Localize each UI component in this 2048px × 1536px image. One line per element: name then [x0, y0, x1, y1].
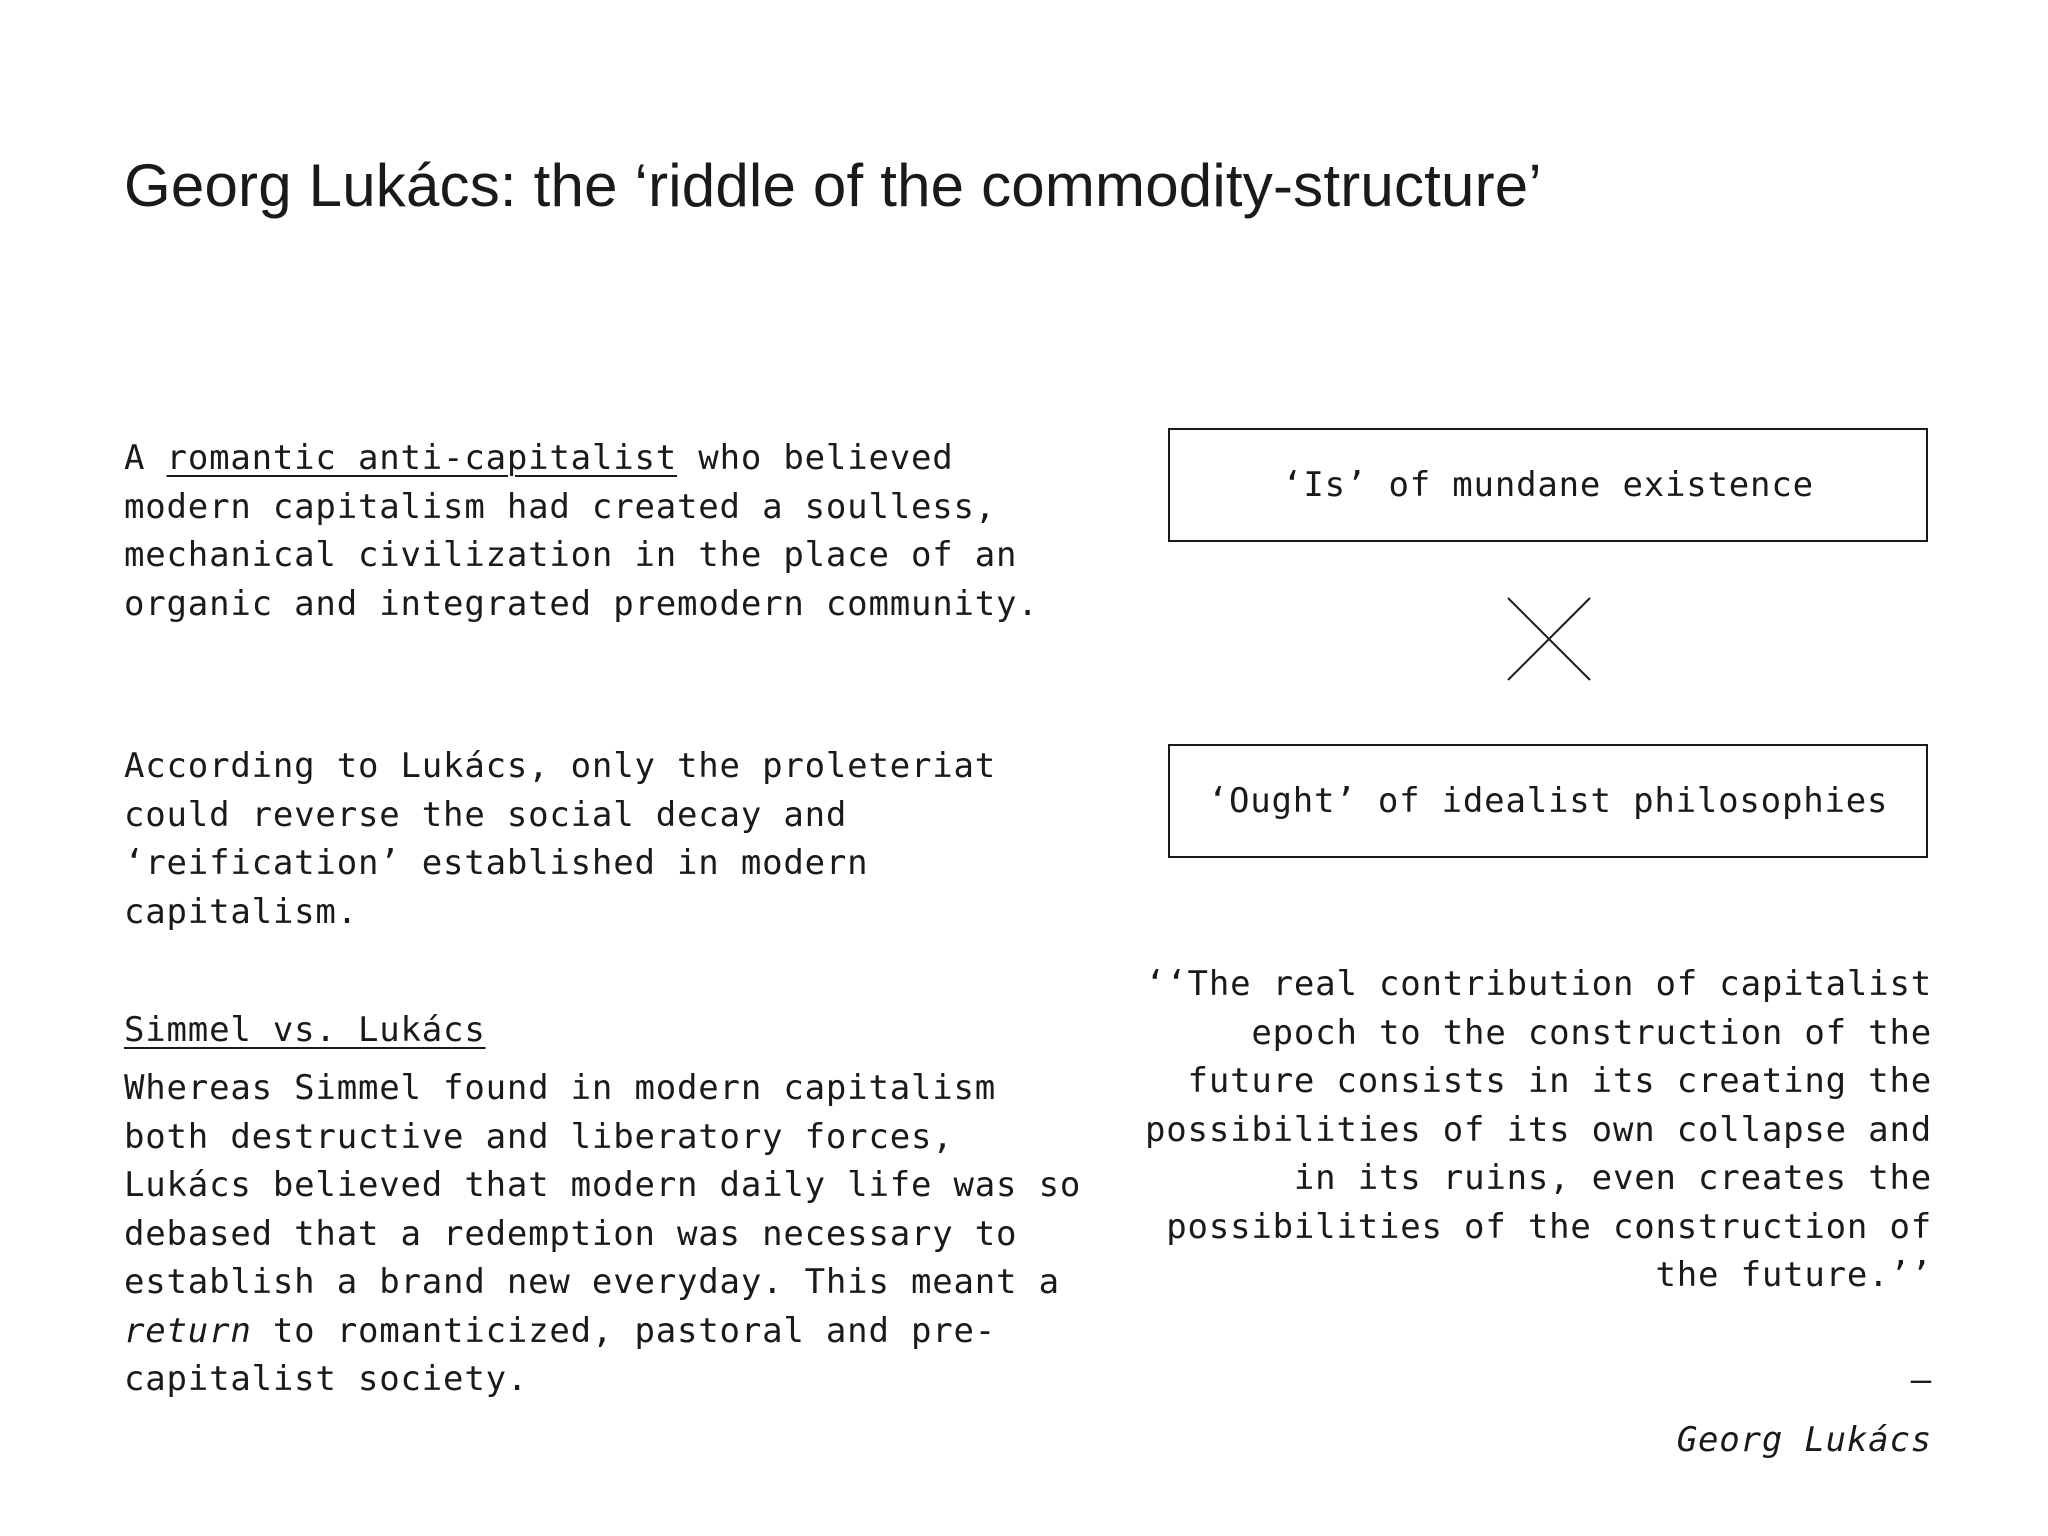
intro-line1-rest: who believed [677, 438, 954, 478]
simmel-text-before: Whereas Simmel found in modern capitalism both destructive and liberatory forces, Lukács believed that modern daily life was so debased that a redemption was necessary to establish a brand new everyday. This meant a [124, 1068, 1082, 1302]
lukacs-quote: ‘‘The real contribution of capitalist epoch to the construction of the future consists in its creating the possibilities of its own collapse and in its ruins, even creates the possibilities of the construction of the future.’’ [1145, 964, 1932, 1295]
page-title: Georg Lukács: the ‘riddle of the commodity-structure’ [124, 152, 1542, 219]
simmel-heading [124, 1006, 1084, 1055]
intro-rest: modern capitalism had created a soulless, mechanical civilization in the place of an organic and integrated premodern community. [124, 486, 1039, 624]
romantic-anti-capitalist-link[interactable]: romantic anti-capitalist [166, 438, 678, 478]
simmel-paragraph [124, 1064, 1084, 1404]
intro-prefix: A [124, 438, 167, 478]
x-cross-icon [1506, 596, 1592, 682]
quote-author: Georg Lukács [1676, 1420, 1932, 1460]
quote-dash: – [1910, 1360, 1932, 1400]
is-box-label: ‘Is’ of mundane existence [1282, 464, 1814, 505]
proletariat-paragraph: According to Lukács, only the proleteriat could reverse the social decay and ‘reification’ established in modern capitalism. [124, 746, 997, 932]
simmel-text-after: to romanticized, pastoral and pre-capitalist society. [124, 1310, 997, 1399]
ought-box [1168, 744, 1928, 858]
return-emphasis: return [124, 1310, 252, 1351]
simmel-heading-text: Simmel vs. Lukács [124, 1010, 486, 1050]
is-box [1168, 428, 1928, 542]
intro-paragraph [124, 434, 1084, 628]
ought-box-label: ‘Ought’ of idealist philosophies [1207, 780, 1889, 821]
